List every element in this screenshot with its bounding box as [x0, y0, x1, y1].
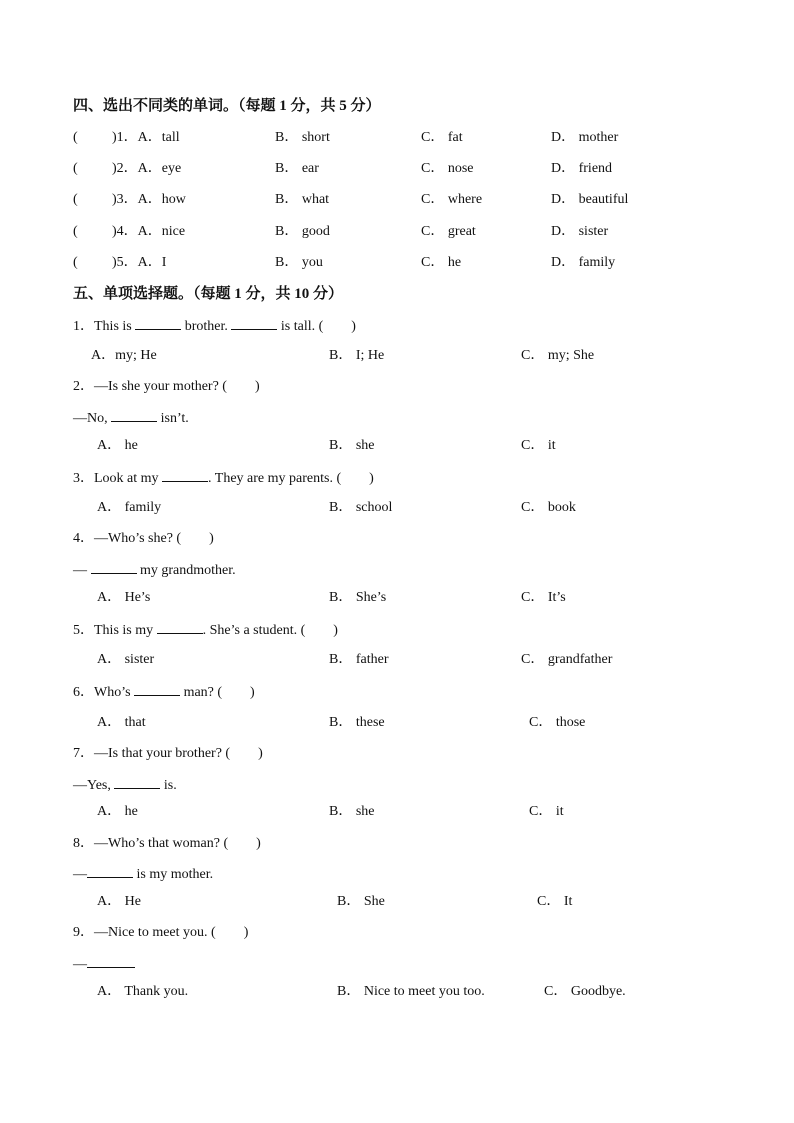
- item-stem: )4．A．nice: [112, 224, 186, 239]
- answer-blank: [114, 774, 160, 789]
- option-b: B． father: [329, 652, 389, 667]
- option-a: A． that: [97, 715, 146, 730]
- s5-question-7: 7．—Is that your brother? ( ): [73, 746, 263, 761]
- s5-options-5: [0, 650, 794, 670]
- s5-question-2: 2．—Is she your mother? ( ): [73, 379, 260, 394]
- option-b: B． these: [329, 715, 385, 730]
- option-c: C． my; She: [521, 348, 595, 363]
- answer-paren: (: [73, 192, 78, 207]
- s5-response-4: — my grandmother.: [0, 559, 794, 579]
- s5-response-2: —No, isn’t.: [0, 407, 794, 427]
- option-b: B． good: [275, 224, 330, 239]
- option-b: B． I; He: [329, 348, 385, 363]
- option-b: B． school: [329, 500, 393, 515]
- s5-question-8: 8．—Who’s that woman? ( ): [73, 836, 261, 851]
- s4-item-2: [0, 159, 794, 179]
- option-a: A． he: [97, 438, 138, 453]
- s4-item-1: [0, 128, 794, 148]
- option-c: C． book: [521, 500, 576, 515]
- option-c: C． it: [521, 438, 556, 453]
- option-b: B． you: [275, 255, 323, 270]
- option-b: B． she: [329, 804, 375, 819]
- s5-response-8: — is my mother.: [0, 863, 794, 883]
- answer-blank: [157, 619, 203, 634]
- answer-blank: [134, 681, 180, 696]
- option-c: C． nose: [421, 161, 474, 176]
- s5-question-1: 1．This is brother. is tall. ( ): [0, 315, 794, 335]
- answer-blank: [135, 315, 181, 330]
- option-c: C． fat: [421, 130, 463, 145]
- s5-question-9: 9．—Nice to meet you. ( ): [73, 925, 249, 940]
- option-a: A．my; He: [91, 348, 157, 363]
- section-5-title: 五、单项选择题。（每题 1 分，共 10 分）: [73, 286, 344, 302]
- answer-paren: (: [73, 161, 78, 176]
- s5-response-7: —Yes, is.: [0, 774, 794, 794]
- option-a: A． sister: [97, 652, 155, 667]
- option-a: A． He: [97, 894, 141, 909]
- answer-blank: [91, 559, 137, 574]
- answer-blank: [231, 315, 277, 330]
- option-a: A． He’s: [97, 590, 151, 605]
- s5-options-4: [0, 588, 794, 608]
- option-c: C． grandfather: [521, 652, 613, 667]
- section-4-title: 四、选出不同类的单词。（每题 1 分，共 5 分）: [73, 98, 381, 114]
- answer-paren: (: [73, 224, 78, 239]
- option-d: D． family: [551, 255, 616, 270]
- option-b: B． She: [337, 894, 385, 909]
- answer-paren: (: [73, 130, 78, 145]
- item-stem: )5．A．I: [112, 255, 167, 270]
- option-a: A． family: [97, 500, 162, 515]
- s5-options-2: [0, 436, 794, 456]
- s5-options-6: [0, 713, 794, 733]
- option-d: D． friend: [551, 161, 613, 176]
- answer-blank: [87, 953, 135, 968]
- answer-paren: (: [73, 255, 78, 270]
- option-a: A． he: [97, 804, 138, 819]
- answer-blank: [111, 407, 157, 422]
- item-stem: )3．A．how: [112, 192, 186, 207]
- s5-question-6: 6．Who’s man? ( ): [0, 681, 794, 701]
- option-c: C． where: [421, 192, 483, 207]
- answer-blank: [162, 467, 208, 482]
- option-d: D． beautiful: [551, 192, 629, 207]
- option-c: C． It: [537, 894, 573, 909]
- answer-blank: [87, 863, 133, 878]
- s4-item-5: [0, 253, 794, 273]
- s4-item-3: [0, 190, 794, 210]
- item-stem: )2．A．eye: [112, 161, 182, 176]
- option-d: D． mother: [551, 130, 619, 145]
- option-d: D． sister: [551, 224, 609, 239]
- option-b: B． she: [329, 438, 375, 453]
- option-b: B． She’s: [329, 590, 387, 605]
- s5-options-9: [0, 982, 794, 1002]
- s5-options-8: [0, 892, 794, 912]
- option-c: C． it: [529, 804, 564, 819]
- item-stem: )1．A．tall: [112, 130, 180, 145]
- option-c: C． It’s: [521, 590, 566, 605]
- s5-options-1: [0, 346, 794, 366]
- s5-options-7: [0, 802, 794, 822]
- option-b: B． short: [275, 130, 330, 145]
- s5-response-9: —: [0, 953, 794, 973]
- option-c: C． Goodbye.: [544, 984, 626, 999]
- s5-question-5: 5．This is my . She’s a student. ( ): [0, 619, 794, 639]
- s5-options-3: [0, 498, 794, 518]
- option-b: B． Nice to meet you too.: [337, 984, 485, 999]
- s4-item-4: [0, 222, 794, 242]
- option-b: B． what: [275, 192, 330, 207]
- option-c: C． those: [529, 715, 586, 730]
- option-b: B． ear: [275, 161, 319, 176]
- option-a: A． Thank you.: [97, 984, 189, 999]
- s5-question-3: 3．Look at my . They are my parents. ( ): [0, 467, 794, 487]
- s5-question-4: 4．—Who’s she? ( ): [73, 531, 214, 546]
- option-c: C． great: [421, 224, 476, 239]
- option-c: C． he: [421, 255, 462, 270]
